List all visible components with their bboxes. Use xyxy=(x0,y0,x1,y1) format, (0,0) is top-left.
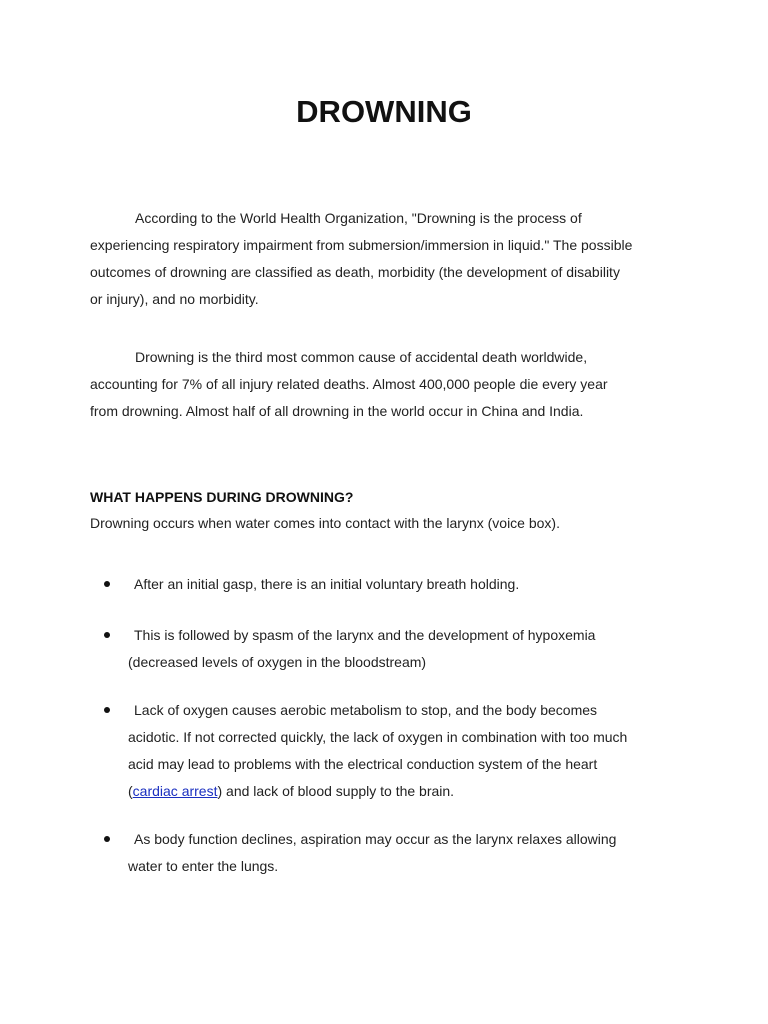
bullet-icon xyxy=(104,632,110,638)
paragraph-line: or injury), and no morbidity. xyxy=(90,291,259,307)
list-item-line: This is followed by spasm of the larynx and the development of hypoxemia xyxy=(134,627,596,643)
paragraph-statistics xyxy=(90,344,680,425)
bullet-icon xyxy=(104,836,110,842)
list-item-text xyxy=(128,826,708,880)
bullet-icon xyxy=(104,707,110,713)
link-prefix: ( xyxy=(128,783,133,799)
list-item-line: As body function declines, aspiration may occur as the larynx relaxes allowing xyxy=(134,831,617,847)
paragraph-line: from drowning. Almost half of all drowning in the world occur in China and India. xyxy=(90,403,584,419)
list-item-line-with-link xyxy=(128,778,708,805)
bullet-icon xyxy=(104,581,110,587)
paragraph-line: According to the World Health Organization, "Drowning is the process of xyxy=(135,210,582,226)
list-item-line: acid may lead to problems with the electrical conduction system of the heart xyxy=(128,756,598,772)
cardiac-arrest-link[interactable]: cardiac arrest xyxy=(132,783,218,799)
paragraph-line: accounting for 7% of all injury related deaths. Almost 400,000 people die every year xyxy=(90,376,608,392)
paragraph-who-definition xyxy=(90,205,680,313)
link-suffix: ) and lack of blood supply to the brain. xyxy=(217,783,455,799)
list-item-line: After an initial gasp, there is an initial voluntary breath holding. xyxy=(134,576,520,592)
list-item-text xyxy=(128,697,708,805)
section-heading: WHAT HAPPENS DURING DROWNING? xyxy=(90,489,354,505)
section-intro: Drowning occurs when water comes into contact with the larynx (voice box). xyxy=(90,515,560,531)
list-item-line: Lack of oxygen causes aerobic metabolism to stop, and the body becomes xyxy=(134,702,598,718)
list-item-text xyxy=(128,622,708,676)
list-item-text xyxy=(128,571,708,598)
paragraph-line: Drowning is the third most common cause of accidental death worldwide, xyxy=(135,349,588,365)
list-item-line: acidotic. If not corrected quickly, the lack of oxygen in combination with too much xyxy=(128,729,628,745)
page-title: DROWNING xyxy=(296,94,472,129)
list-item-line: (decreased levels of oxygen in the bloodstream) xyxy=(128,654,427,670)
list-item-line: water to enter the lungs. xyxy=(128,858,279,874)
paragraph-line: outcomes of drowning are classified as death, morbidity (the development of disability xyxy=(90,264,620,280)
paragraph-line: experiencing respiratory impairment from submersion/immersion in liquid." The possible xyxy=(90,237,633,253)
